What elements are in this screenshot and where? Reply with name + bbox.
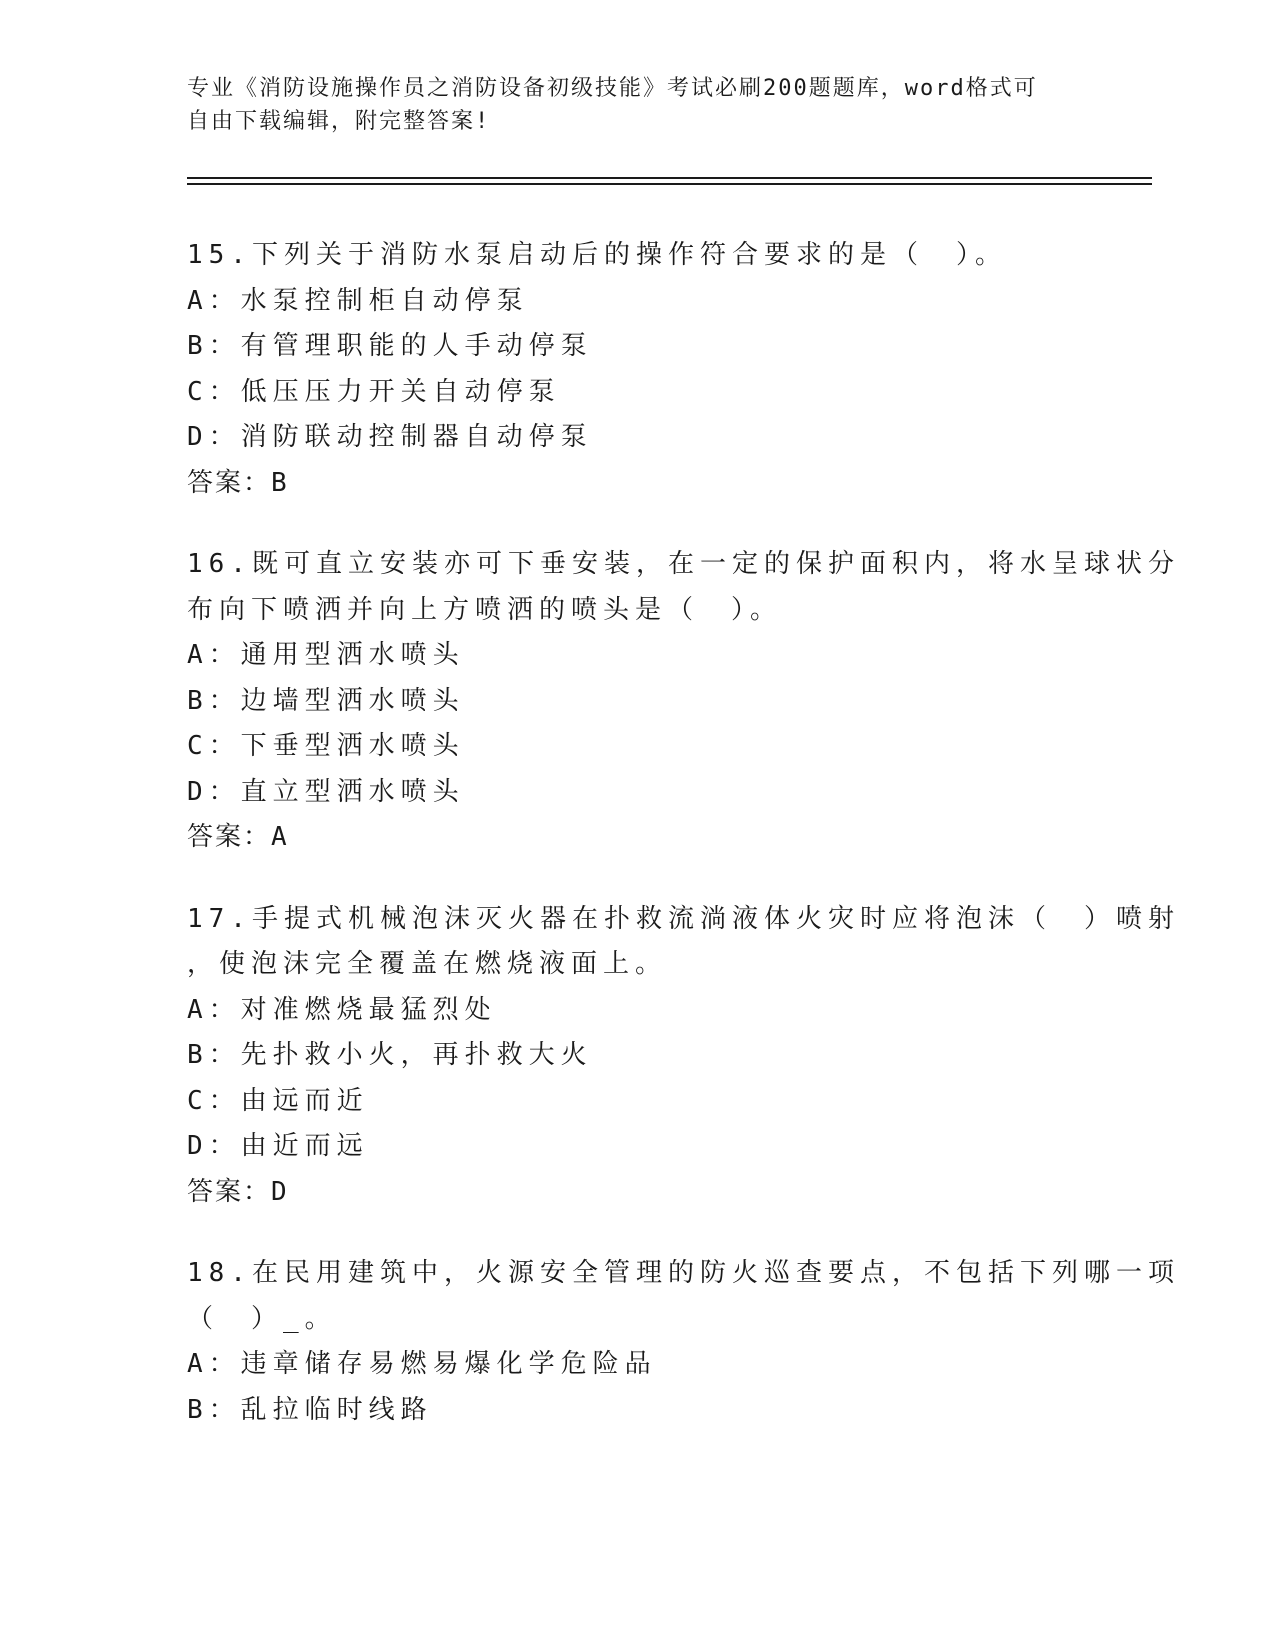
option-a: A：对准燃烧最猛烈处 [187, 994, 497, 1025]
question-stem: 15.下列关于消防水泵启动后的操作符合要求的是（ ）。 [187, 240, 1007, 270]
option-c: C：下垂型洒水喷头 [187, 731, 465, 761]
option-a: A：水泵控制柜自动停泵 [187, 285, 529, 316]
header-line-1: 专业《消防设施操作员之消防设备初级技能》考试必刷200题题库，word格式可 [187, 76, 1038, 101]
question-stem: 18.在民用建筑中，火源安全管理的防火巡查要点，不包括下列哪一项 [187, 1258, 1180, 1288]
question-stem-continued: 布向下喷洒并向上方喷洒的喷头是（ ）。 [187, 594, 783, 625]
header-divider-bottom [187, 183, 1152, 185]
question-stem: 17.手提式机械泡沫灭火器在扑救流淌液体火灾时应将泡沫（ ）喷射 [187, 903, 1180, 934]
option-b: B：有管理职能的人手动停泵 [187, 331, 593, 361]
option-d: D：直立型洒水喷头 [187, 776, 465, 807]
question-list [187, 233, 1180, 1469]
option-c: C：低压压力开关自动停泵 [187, 376, 561, 407]
question-15 [187, 233, 1087, 506]
option-b: B：乱拉临时线路 [187, 1394, 433, 1425]
question-stem-continued: （ ）_。 [187, 1303, 337, 1334]
header-line-2: 自由下载编辑，附完整答案! [187, 109, 491, 134]
answer-line: 答案：A [187, 822, 289, 852]
option-b: B：先扑救小火，再扑救大火 [187, 1040, 593, 1070]
answer-line: 答案：B [187, 467, 289, 498]
option-b: B：边墙型洒水喷头 [187, 685, 465, 716]
option-d: D：消防联动控制器自动停泵 [187, 422, 593, 452]
option-c: C：由远而近 [187, 1085, 369, 1116]
option-a: A：通用型洒水喷头 [187, 640, 465, 670]
question-18 [187, 1251, 1180, 1433]
option-a: A：违章储存易燃易爆化学危险品 [187, 1349, 657, 1379]
document-header [187, 72, 1067, 138]
question-stem-continued: ，使泡沫完全覆盖在燃烧液面上。 [187, 949, 668, 979]
header-divider-top [187, 177, 1152, 179]
question-16 [187, 542, 1180, 861]
question-17 [187, 897, 1180, 1216]
question-stem: 16.既可直立安装亦可下垂安装，在一定的保护面积内，将水呈球状分 [187, 549, 1180, 579]
option-d: D：由近而远 [187, 1131, 369, 1161]
answer-line: 答案：D [187, 1176, 289, 1207]
